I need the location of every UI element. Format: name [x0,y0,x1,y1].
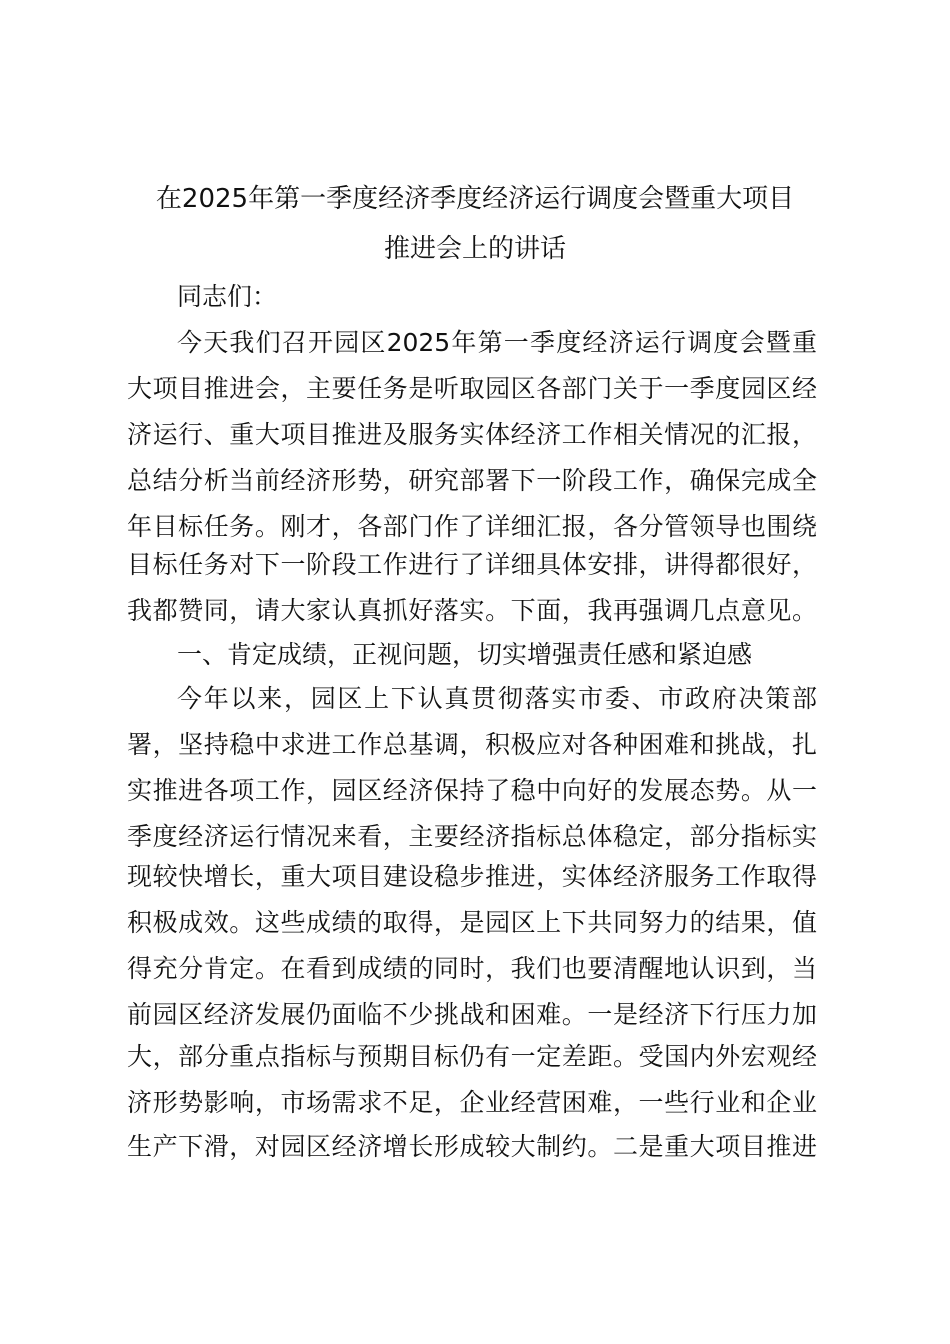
paragraph-2-line: 大，部分重点指标与预期目标仍有一定差距。受国内外宏观经 [127,1042,817,1071]
salutation: 同志们： [177,282,278,311]
paragraph-2-line: 实推进各项工作，园区经济保持了稳中向好的发展态势。从一 [127,776,817,805]
paragraph-2-line: 署，坚持稳中求进工作总基调，积极应对各种困难和挑战，扎 [127,730,817,759]
paragraph-1-line: 总结分析当前经济形势，研究部署下一阶段工作，确保完成全 [127,466,817,495]
section-heading-1: 一、肯定成绩，正视问题，切实增强责任感和紧迫感 [177,640,753,669]
paragraph-2-line: 得充分肯定。在看到成绩的同时，我们也要清醒地认识到，当 [127,954,817,983]
paragraph-2-line: 积极成效。这些成绩的取得，是园区上下共同努力的结果，值 [127,908,817,937]
paragraph-1-line: 大项目推进会，主要任务是听取园区各部门关于一季度园区经 [127,374,817,403]
paragraph-1-line: 目标任务对下一阶段工作进行了详细具体安排，讲得都很好， [127,550,817,579]
paragraph-2-line: 前园区经济发展仍面临不少挑战和困难。一是经济下行压力加 [127,1000,817,1029]
paragraph-1-line: 年目标任务。刚才，各部门作了详细汇报，各分管领导也围绕 [127,512,817,541]
paragraph-1-line: 今天我们召开园区2025年第一季度经济运行调度会暨重 [177,328,817,357]
paragraph-2-line: 现较快增长，重大项目建设稳步推进，实体经济服务工作取得 [127,862,817,891]
paragraph-2-line: 季度经济运行情况来看，主要经济指标总体稳定，部分指标实 [127,822,817,851]
paragraph-1-line: 我都赞同，请大家认真抓好落实。下面，我再强调几点意见。 [127,596,817,625]
document-title-line-2: 推进会上的讲话 [383,234,566,264]
paragraph-2-line: 今年以来，园区上下认真贯彻落实市委、市政府决策部 [177,684,817,713]
document-title-line-1: 在2025年第一季度经济季度经济运行调度会暨重大项目 [155,184,795,214]
paragraph-2-line: 济形势影响，市场需求不足，企业经营困难，一些行业和企业 [127,1088,817,1117]
paragraph-2-line: 生产下滑，对园区经济增长形成较大制约。二是重大项目推进 [127,1132,817,1161]
paragraph-1-line: 济运行、重大项目推进及服务实体经济工作相关情况的汇报， [127,420,817,449]
